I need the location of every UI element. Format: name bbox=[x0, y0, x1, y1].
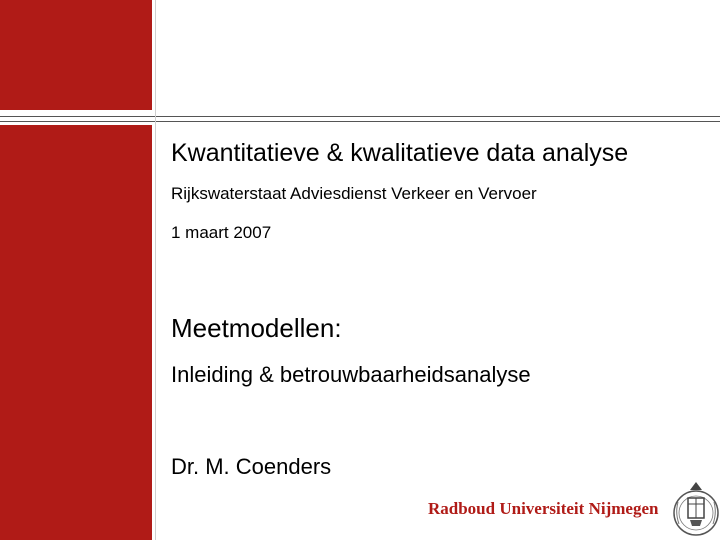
vertical-divider bbox=[155, 0, 156, 540]
university-wordmark: Radboud Universiteit Nijmegen bbox=[428, 499, 659, 518]
university-seal-icon bbox=[666, 480, 720, 540]
author-name: Dr. M. Coenders bbox=[171, 454, 332, 479]
section-heading: Meetmodellen: bbox=[171, 313, 342, 343]
divider-line-top bbox=[0, 116, 720, 117]
divider-line-bottom bbox=[0, 121, 720, 122]
section-subheading: Inleiding & betrouwbaarheidsanalyse bbox=[171, 362, 531, 387]
slide-title: Kwantitatieve & kwalitatieve data analyse bbox=[171, 139, 629, 167]
date-label: 1 maart 2007 bbox=[171, 223, 272, 242]
red-accent-bar-top bbox=[0, 0, 152, 110]
organization-label: Rijkswaterstaat Adviesdienst Verkeer en Vervoer bbox=[171, 184, 537, 203]
red-accent-bar-bottom bbox=[0, 125, 152, 540]
